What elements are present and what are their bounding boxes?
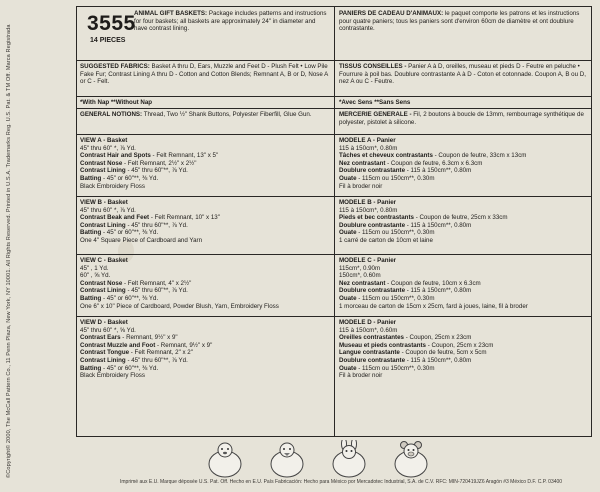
basket-illustrations — [205, 440, 505, 484]
table-divider-view-a — [76, 196, 592, 197]
view-heading: VIEW D - Basket — [80, 319, 128, 326]
view-c-en — [80, 257, 332, 310]
view-line: 115 à 150cm*, 0.60m — [339, 326, 398, 334]
view-heading: VIEW C - Basket — [80, 257, 128, 264]
intro-en-label: ANIMAL GIFT BASKETS: — [134, 10, 208, 17]
footer-legal-text: Imprimé aux E.U. Marque déposée U.S. Pat. Off. Hecho en E.U. País Fabricación: Hecho para México por Mercadotec Industrial, S.A. de C.V. RFC: MIN-720419JZ6 Aragón #3 México D.F. C.P. 03400 — [120, 479, 563, 485]
view-line: Contrast Lining - 45" thru 60"**, ⅞ Yd. — [80, 356, 188, 364]
basket-b-icon — [267, 440, 307, 480]
view-line: 45" thru 60" *, ⅝ Yd. — [80, 326, 136, 334]
view-line: Batting - 45" or 60"**, ⅜ Yd. — [80, 364, 159, 372]
view-line: Contrast Beak and Feet - Felt Remnant, 10" x 13" — [80, 214, 220, 222]
view-line: Contrast Lining - 45" thru 60"**, ⅞ Yd. — [80, 287, 188, 295]
table-divider-notions — [76, 134, 592, 135]
view-heading: MODELE C - Panier — [339, 257, 397, 264]
view-line: Contrast Nose - Felt Remnant, 4" x 2½" — [80, 279, 192, 287]
table-divider-view-b — [76, 254, 592, 255]
notions-en-label: GENERAL NOTIONS: — [80, 111, 143, 118]
intro-fr-label: PANIERS DE CADEAU D'ANIMAUX: — [339, 10, 444, 17]
view-line: Batting - 45" or 60"**, ⅜ Yd. — [80, 294, 159, 302]
view-line: 115cm*, 0.90m — [339, 264, 381, 272]
view-line: Contrast Muzzle and Foot - Remnant, 9½" x 9" — [80, 341, 213, 349]
view-line: Ouate - 115cm ou 150cm**, 0.30m — [339, 364, 435, 372]
intro-fr — [339, 10, 589, 33]
copyright-side-text: ©Copyright© 2000, The McCall Pattern Co., 11 Penn Plaza, New York, NY 10001. All Rights Reserved. Printed in U.S.A. Trademarks Reg. U.S. Pat. & TM Off. Marca Registrada — [6, 24, 12, 478]
view-line: 115 à 150cm*, 0.80m — [339, 206, 398, 214]
fabrics-en-text: Basket A thru D, Ears, Muzzle and Feet D - Plush Felt • Low Pile Fake Fur; Contrast Lining A thru D - Cotton and Cotton Blends; Remnant A, B or D, Nose A or C - Felt. — [80, 63, 328, 86]
view-line: Nez contrastant - Coupon de feutre, 10cm x 6.3cm — [339, 279, 481, 287]
fabrics-fr-text: Panier A à D, oreilles, museau et pieds D - Feutre en peluche • Fourrure à poil bas. Doublure contrastante A à D - Coton et cotonnade. Coupon A, B ou D, nez A ou C - Feutre. — [339, 63, 586, 86]
view-line: 1 carré de carton de 10cm et laine — [339, 236, 433, 244]
pieces-count: 14 PIECES — [90, 37, 126, 44]
view-line: Pieds et bec contrastants - Coupon de feutre, 25cm x 33cm — [339, 214, 508, 222]
view-heading: MODELE B - Panier — [339, 199, 397, 206]
view-b-fr — [339, 199, 589, 245]
view-line: One 6" x 10" Piece of Cardboard, Powder Blush, Yarn, Embroidery Floss — [80, 302, 279, 310]
fabrics-fr-label: TISSUS CONSEILLES - — [339, 63, 407, 70]
view-heading: VIEW A - Basket — [80, 137, 128, 144]
intro-en-text: Package includes patterns and instructions for four baskets; all baskets are approximately 24" in diameter and have contrast lining. — [134, 10, 327, 33]
view-line: Contrast Lining - 45" thru 60"**, ⅞ Yd. — [80, 221, 188, 229]
view-c-fr — [339, 257, 589, 310]
view-d-fr — [339, 319, 589, 380]
basket-a-icon — [205, 440, 245, 480]
view-line: Black Embroidery Floss — [80, 372, 145, 380]
basket-d-icon — [391, 440, 431, 480]
view-line: 150cm*, 0.60m — [339, 272, 381, 280]
table-divider-fabrics — [76, 96, 592, 97]
nap-fr: *Avec Sens **Sans Sens — [339, 99, 411, 106]
view-line: Doublure contrastante - 115 à 150cm**, 0.80m — [339, 167, 472, 175]
view-line: Batting - 45" or 60"**, ⅜ Yd. — [80, 174, 159, 182]
view-line: Ouate - 115cm ou 150cm**, 0.30m — [339, 229, 435, 237]
notions-fr — [339, 111, 589, 126]
view-heading: MODELE A - Panier — [339, 137, 396, 144]
view-a-en — [80, 137, 332, 190]
view-line: Fil à broder noir — [339, 182, 383, 190]
view-line: Batting - 45" or 60"**, ⅜ Yd. — [80, 229, 159, 237]
view-line: Contrast Nose - Felt Remnant, 2½" x 2½" — [80, 159, 197, 167]
basket-c-icon — [329, 440, 369, 480]
view-line: 115 à 150cm*, 0.80m — [339, 144, 398, 152]
view-line: Doublure contrastante - 115 à 150cm**, 0.80m — [339, 287, 472, 295]
view-line: Langue contrastante - Coupon de feutre, 5cm x 5cm — [339, 349, 487, 357]
fabrics-en — [80, 63, 330, 86]
view-heading: VIEW B - Basket — [80, 199, 128, 206]
view-line: Museau et pieds contrastants - Coupon, 25cm x 23cm — [339, 341, 494, 349]
fabrics-en-label: SUGGESTED FABRICS: — [80, 63, 150, 70]
view-line: 45" thru 60" *, ⅞ Yd. — [80, 206, 136, 214]
notions-en — [80, 111, 330, 119]
view-line: Ouate - 115cm ou 150cm**, 0.30m — [339, 294, 435, 302]
view-line: Doublure contrastante - 115 à 150cm**, 0.80m — [339, 356, 472, 364]
view-line: Fil à broder noir — [339, 372, 383, 380]
view-line: Doublure contrastante - 115 à 150cm**, 0.80m — [339, 221, 472, 229]
table-divider-view-c — [76, 316, 592, 317]
view-d-en — [80, 319, 332, 380]
intro-fr-text: le paquet comporte les patrons et les instructions pour quatre paniers; tous les paniers sont d'environ 60cm de diamètre et ont doublure contrastante. — [339, 10, 580, 33]
notions-en-text: Thread, Two ½" Shank Buttons, Polyester Fiberfill, Glue Gun. — [143, 111, 312, 118]
notions-fr-label: MERCERIE GENERALE - — [339, 111, 412, 118]
view-b-en — [80, 199, 332, 245]
view-line: 1 morceau de carton de 15cm x 25cm, fard à joues, laine, fil à broder — [339, 302, 528, 310]
view-line: Contrast Lining - 45" thru 60"**, ⅞ Yd. — [80, 167, 188, 175]
view-line: Oreilles contrastantes - Coupon, 25cm x 23cm — [339, 334, 472, 342]
view-line: 60" , ⅝ Yd. — [80, 272, 111, 280]
notions-fr-text: Fil, 2 boutons à boucle de 13mm, rembourrage synthétique de polyester, pistolet à silicone. — [339, 111, 584, 126]
table-column-divider — [334, 6, 335, 437]
intro-en — [134, 10, 330, 33]
view-line: One 4" Square Piece of Cardboard and Yarn — [80, 236, 203, 244]
pattern-number: 3555 — [87, 12, 136, 35]
view-line: Black Embroidery Floss — [80, 182, 145, 190]
table-divider-header — [76, 60, 592, 61]
nap-en: *With Nap **Without Nap — [80, 99, 153, 106]
view-heading: MODELE D - Panier — [339, 319, 397, 326]
fabrics-fr — [339, 63, 589, 86]
view-line: Contrast Ears - Remnant, 9½" x 9" — [80, 334, 178, 342]
view-line: Ouate - 115cm ou 150cm**, 0.30m — [339, 174, 435, 182]
view-line: 45" thru 60" *, ⅞ Yd. — [80, 144, 136, 152]
view-line: Nez contrastant - Coupon de feutre, 6.3cm x 6.3cm — [339, 159, 483, 167]
view-line: Contrast Hair and Spots - Felt Remnant, 13" x 5" — [80, 152, 219, 160]
view-line: 45" , 1 Yd. — [80, 264, 109, 272]
view-line: Tâches et cheveux contrastants - Coupon de feutre, 33cm x 13cm — [339, 152, 527, 160]
view-line: Contrast Tongue - Felt Remnant, 2" x 2" — [80, 349, 193, 357]
view-a-fr — [339, 137, 589, 190]
table-divider-nap — [76, 108, 592, 109]
